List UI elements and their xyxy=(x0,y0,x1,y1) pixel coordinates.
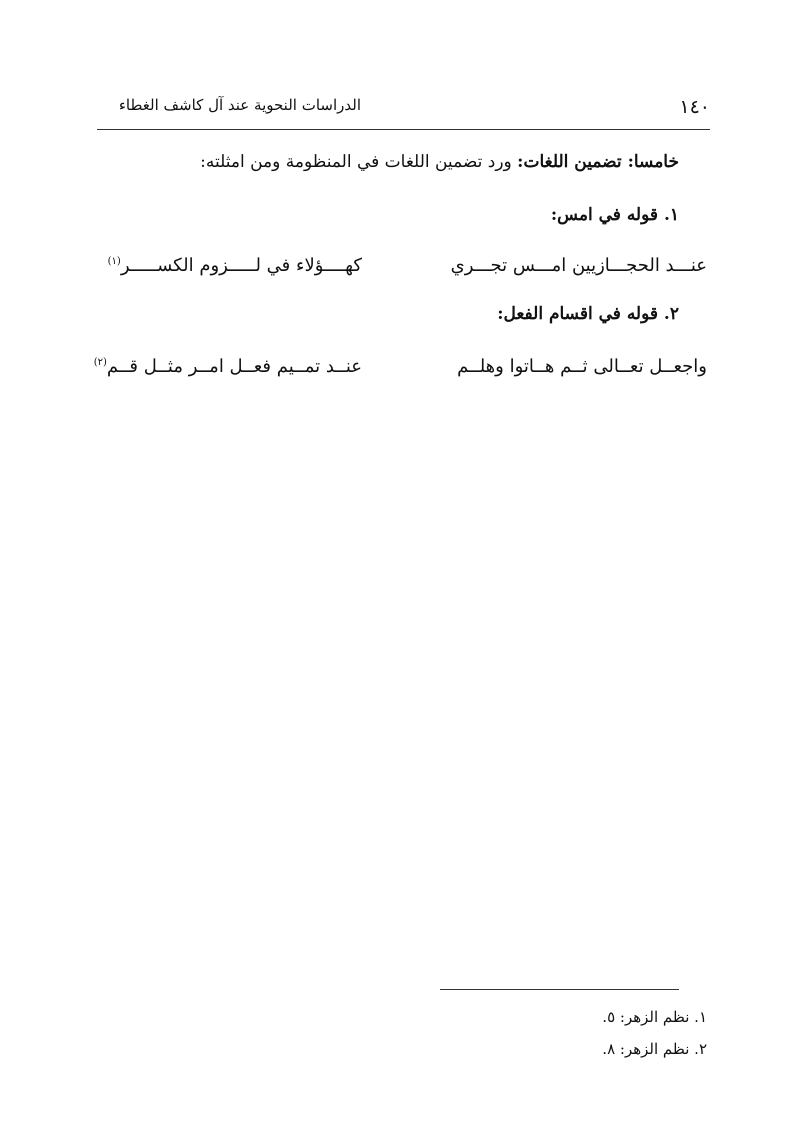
verse-1-second-text: كهــــؤلاء في لـــــزوم الكســـــر xyxy=(120,255,362,276)
verse-2-second-hemistich xyxy=(94,356,362,377)
footnote-ref-2: (٢) xyxy=(93,357,107,368)
page-number: ١٤٠ xyxy=(679,96,710,118)
verse-1-second-hemistich xyxy=(108,255,362,276)
verse-2-second-text: عنــد تمــيم فعــل امــر مثــل قــم xyxy=(106,356,362,377)
footnote-rule xyxy=(440,989,679,990)
footnote-ref-1: (١) xyxy=(107,256,121,267)
footnote-1: ١. نظم الزهر: ٥. xyxy=(602,1008,707,1026)
verse-1-first-hemistich: عنـــد الحجـــازيين امـــس تجـــري xyxy=(450,255,707,276)
intro-lead: خامسا: تضمين اللغات: xyxy=(517,152,679,172)
intro-text: ورد تضمين اللغات في المنظومة ومن امثلته: xyxy=(200,152,518,172)
running-header-title: الدراسات النحوية عند آل كاشف الغطاء xyxy=(118,96,361,114)
footnote-2: ٢. نظم الزهر: ٨. xyxy=(602,1040,707,1058)
section-heading-1: ١. قوله في امس: xyxy=(550,205,679,225)
verse-2-first-hemistich: واجعــل تعــالى ثــم هــاتوا وهلــم xyxy=(457,356,707,377)
intro-paragraph xyxy=(200,152,679,172)
header-rule xyxy=(97,129,710,130)
section-heading-2: ٢. قوله في اقسام الفعل: xyxy=(497,304,679,324)
